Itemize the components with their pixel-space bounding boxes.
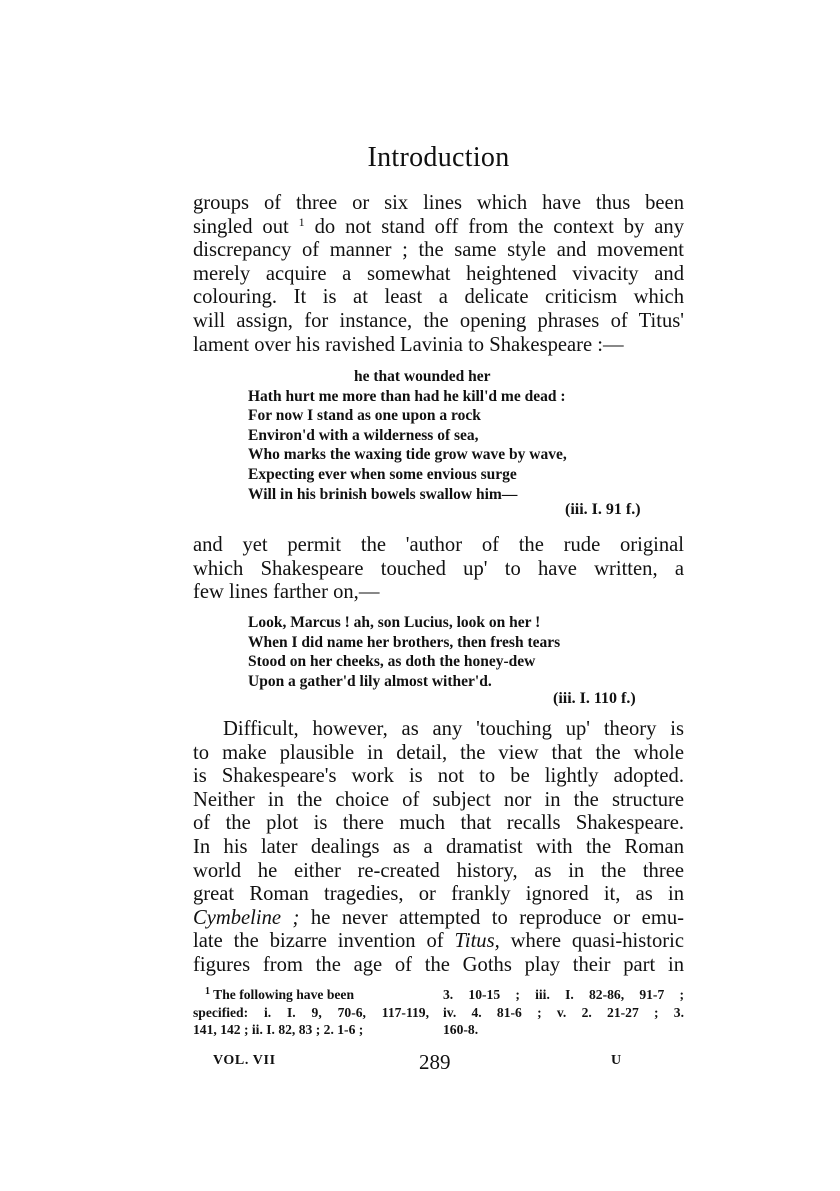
verse-line: Will in his brinish bowels swallow him—: [248, 485, 518, 503]
verse-line: Environ'd with a wilderness of sea,: [248, 426, 479, 444]
paragraph-2: [193, 534, 684, 605]
running-head: Introduction: [367, 142, 510, 173]
text-line: figures from the age of the Goths play their part in: [193, 953, 684, 976]
verse-line: Who marks the waxing tide grow wave by wave,: [248, 446, 567, 464]
text-line: which Shakespeare touched up' to have written, a: [193, 557, 684, 580]
text-line: great Roman tragedies, or frankly ignored it, as in: [193, 883, 684, 906]
footnote-line: iv. 4. 81-6 ; v. 2. 21-27 ; 3.: [443, 1004, 684, 1020]
text-span: late the bizarre invention of: [193, 930, 455, 953]
citation-1: (iii. I. 91 f.): [565, 501, 641, 518]
text-line: [193, 216, 684, 240]
page-footer: [193, 1050, 684, 1076]
paragraph-1: [193, 192, 684, 357]
text-line: and yet permit the 'author of the rude original: [193, 534, 684, 556]
verse-line: Hath hurt me more than had he kill'd me dead :: [248, 387, 566, 405]
paragraph-3: [193, 718, 684, 978]
italic-title: Cymbeline ;: [193, 906, 300, 929]
text-line: few lines farther on,—: [193, 581, 380, 604]
italic-title: Titus,: [454, 930, 500, 953]
footnote-marker: 1: [205, 986, 210, 997]
verse-line: For now I stand as one upon a rock: [248, 407, 481, 425]
text-span: where quasi-historic: [499, 930, 684, 953]
text-line: groups of three or six lines which have thus been: [193, 192, 684, 214]
verse-quote-2: [248, 613, 560, 691]
text-line: Difficult, however, as any 'touching up' theory is: [223, 718, 684, 740]
text-line: of the plot is there much that recalls Shakespeare.: [193, 812, 684, 835]
verse-line: Upon a gather'd lily almost wither'd.: [248, 672, 492, 690]
text-line: [193, 930, 684, 954]
text-line: world he either re-created history, as in the three: [193, 859, 684, 882]
footnote-line: [193, 986, 429, 1004]
verse-line: Look, Marcus ! ah, son Lucius, look on her !: [248, 614, 541, 631]
text-line: is Shakespeare's work is not to be lightly adopted.: [193, 765, 684, 788]
text-line: to make plausible in detail, the view that the whole: [193, 741, 684, 764]
text-line: merely acquire a somewhat heightened vivacity and: [193, 262, 684, 285]
verse-line: Expecting ever when some envious surge: [248, 465, 517, 483]
verse-line: When I did name her brothers, then fresh tears: [248, 633, 561, 651]
text-line: colouring. It is at least a delicate criticism which: [193, 286, 684, 309]
footnote-right-column: [443, 986, 684, 1039]
text-span: do not stand off from the context by any: [314, 215, 685, 238]
text-line: will assign, for instance, the opening phrases of Titus': [193, 309, 684, 332]
text-line: lament over his ravished Lavinia to Shakespeare :—: [193, 333, 624, 356]
text-span: singled out: [193, 215, 289, 238]
citation-2: (iii. I. 110 f.): [553, 690, 636, 707]
text-span: The following have been: [213, 987, 355, 1002]
verse-quote-1: [248, 367, 567, 504]
verse-line: he that wounded her: [354, 368, 491, 385]
signature-mark: U: [611, 1053, 622, 1068]
text-span: he never attempted to reproduce or emu-: [299, 906, 684, 929]
footnote-line: 160-8.: [443, 1022, 479, 1037]
footnote-line: specified: i. I. 9, 70-6, 117-119,: [193, 1004, 429, 1020]
footnote-line: 141, 142 ; ii. I. 82, 83 ; 2. 1-6 ;: [193, 1022, 364, 1037]
footnote-reference: 1: [298, 214, 305, 229]
footnote-line: 3. 10-15 ; iii. I. 82-86, 91-7 ;: [443, 987, 684, 1002]
text-line: In his later dealings as a dramatist with the Roman: [193, 835, 684, 858]
volume-label: VOL. VII: [213, 1053, 276, 1068]
text-line: Neither in the choice of subject nor in the structure: [193, 788, 684, 811]
text-line: discrepancy of manner ; the same style and movement: [193, 239, 684, 262]
page-number: 289: [419, 1050, 451, 1074]
text-line: [193, 907, 684, 931]
verse-line: Stood on her cheeks, as doth the honey-dew: [248, 653, 536, 671]
footnote-left-column: [193, 986, 429, 1039]
